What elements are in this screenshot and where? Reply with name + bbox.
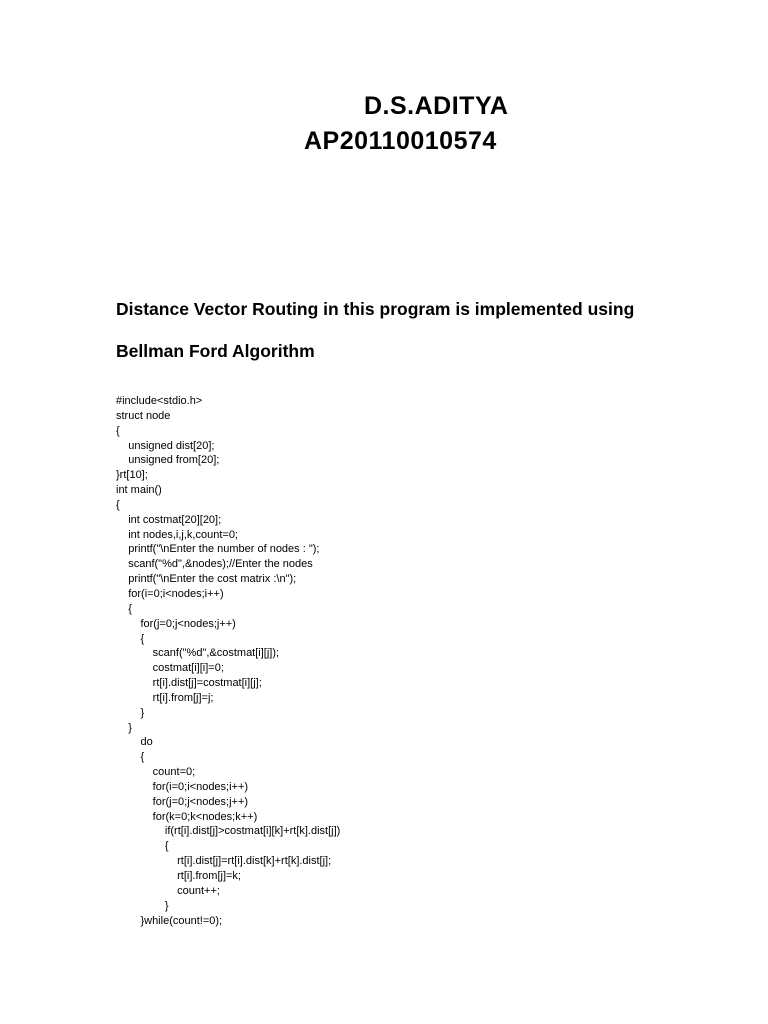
- code-line: unsigned dist[20];: [116, 439, 215, 452]
- roll-number: AP20110010574: [304, 127, 497, 155]
- code-line: rt[i].from[j]=j;: [116, 691, 214, 704]
- code-line: printf("\nEnter the number of nodes : ");: [116, 543, 320, 556]
- code-line: {: [116, 632, 145, 645]
- code-line: count=0;: [116, 766, 196, 779]
- code-line: int main(): [116, 484, 162, 497]
- code-line: for(k=0;k<nodes;k++): [116, 810, 258, 823]
- code-line: printf("\nEnter the cost matrix :\n");: [116, 573, 297, 586]
- code-line: for(i=0;i<nodes;i++): [116, 780, 249, 793]
- code-line: rt[i].dist[j]=rt[i].dist[k]+rt[k].dist[j];: [116, 855, 332, 868]
- code-line: int costmat[20][20];: [116, 513, 222, 526]
- code-line: {: [116, 498, 120, 511]
- code-line: struct node: [116, 409, 171, 422]
- code-line: }: [116, 706, 145, 719]
- code-line: do: [116, 736, 153, 749]
- author-name: D.S.ADITYA: [364, 92, 509, 120]
- code-line: rt[i].from[j]=k;: [116, 870, 241, 882]
- code-line: }rt[10];: [116, 469, 148, 482]
- title-line-2: Bellman Ford Algorithm: [116, 341, 315, 361]
- code-line: unsigned from[20];: [116, 454, 220, 467]
- code-line: }: [116, 721, 132, 734]
- code-line: rt[i].dist[j]=costmat[i][j];: [116, 677, 262, 690]
- code-line: }: [116, 899, 169, 912]
- code-line: costmat[i][i]=0;: [116, 662, 224, 675]
- code-line: for(j=0;j<nodes;j++): [116, 795, 249, 808]
- code-block: [116, 394, 340, 928]
- code-line: if(rt[i].dist[j]>costmat[i][k]+rt[k].dist[j]): [116, 825, 341, 838]
- code-line: #include<stdio.h>: [116, 395, 203, 407]
- code-line: {: [116, 751, 145, 764]
- code-line: for(j=0;j<nodes;j++): [116, 617, 236, 630]
- code-line: int nodes,i,j,k,count=0;: [116, 528, 238, 541]
- code-line: {: [116, 424, 120, 437]
- code-line: for(i=0;i<nodes;i++): [116, 587, 224, 600]
- code-line: {: [116, 840, 169, 853]
- code-line: count++;: [116, 884, 220, 897]
- code-line: scanf("%d",&costmat[i][j]);: [116, 647, 280, 660]
- code-line: {: [116, 602, 132, 615]
- code-line: scanf("%d",&nodes);//Enter the nodes: [116, 558, 313, 571]
- code-line: }while(count!=0);: [116, 914, 223, 927]
- title-line-1: Distance Vector Routing in this program is implemented using: [116, 299, 635, 319]
